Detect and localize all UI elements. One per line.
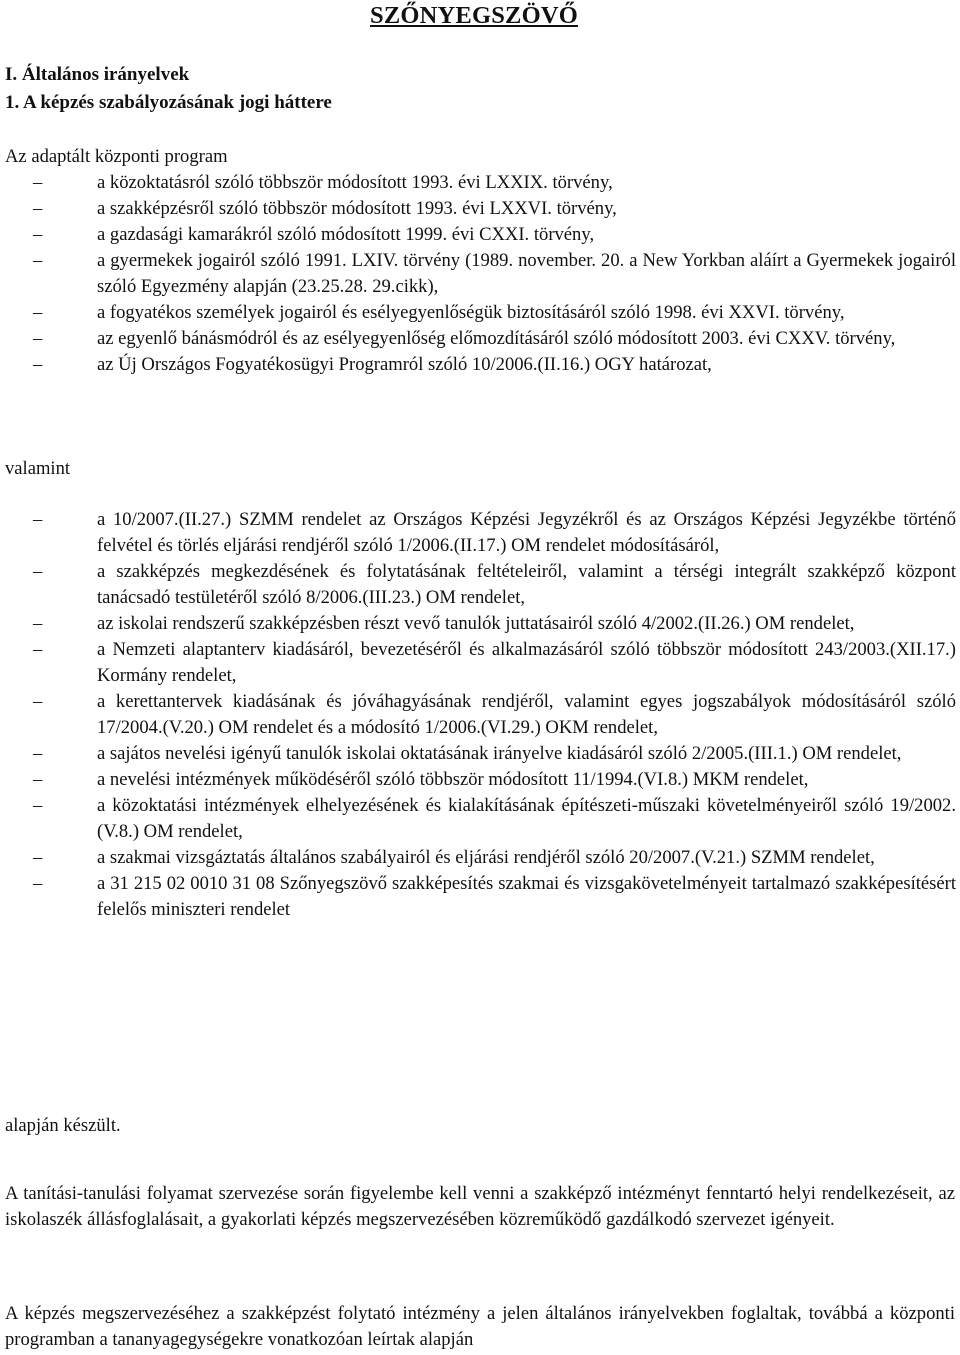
list-item: – a szakmai vizsgáztatás általános szabályairól és eljárási rendjéről szóló 20/2007.(V.21.) SZMM rendelet, xyxy=(0,845,960,871)
paragraph: A képzés megszervezéséhez a szakképzést folytató intézmény a jelen általános irányelvekben foglaltak, továbbá a központi programban a tananyagegységekre vonatkozóan leírtak alapján xyxy=(5,1303,955,1350)
list-item: – a 10/2007.(II.27.) SZMM rendelet az Országos Képzési Jegyzékről és az Országos Képzési Jegyzékbe történő felvétel és törlés eljárási rendjéről szóló 1/2006.(II.17.) OM rendelet módosításáról, xyxy=(0,507,960,559)
list-item: – a gazdasági kamarákról szóló módosított 1999. évi CXXI. törvény, xyxy=(0,222,960,248)
list-item: – a 31 215 02 0010 31 08 Szőnyegszövő szakképesítés szakmai és vizsgakövetelményeit tartalmazó szakképesítésért felelős miniszteri rendelet xyxy=(0,871,960,923)
list-item: – a kerettantervek kiadásának és jóváhagyásának rendjéről, valamint egyes jogszabályok módosításáról szóló 17/2004.(V.20.) OM rendelet és a módosító 1/2006.(VI.29.) OKM rendelet, xyxy=(0,689,960,741)
list-item: – a nevelési intézmények működéséről szóló többször módosított 11/1994.(VI.8.) MKM rendelet, xyxy=(0,767,960,793)
list-item: – a szakképzés megkezdésének és folytatásának feltételeiről, valamint a térségi integrált szakképző központ tanácsadó testületéről szóló 8/2006.(III.23.) OM rendelet, xyxy=(0,559,960,611)
list-item: – a közoktatásról szóló többször módosított 1993. évi LXXIX. törvény, xyxy=(0,170,960,196)
list-item: – az Új Országos Fogyatékosügyi Programról szóló 10/2006.(II.16.) OGY határozat, xyxy=(0,352,960,378)
law-list xyxy=(0,170,960,378)
list-item: – a Nemzeti alaptanterv kiadásáról, bevezetéséről és alkalmazásáról szóló többször módosított 243/2003.(XII.17.) Kormány rendelet, xyxy=(0,637,960,689)
subsection-heading: 1. A képzés szabályozásának jogi háttere xyxy=(5,92,332,113)
paragraph: A tanítási-tanulási folyamat szervezése során figyelembe kell venni a szakképző intézményt fenntartó helyi rendelkezéseit, az iskolaszék állásfoglalásait, a gyakorlati képzés megszervezésében közreműködő gazdálkodó szervezet igényeit. xyxy=(5,1183,955,1230)
list-item: – az iskolai rendszerű szakképzésben részt vevő tanulók juttatásairól szóló 4/2002.(II.26.) OM rendelet, xyxy=(0,611,960,637)
document-title: SZŐNYEGSZÖVŐ xyxy=(370,2,578,29)
list-item: – a sajátos nevelési igényű tanulók iskolai oktatásának irányelve kiadásáról szóló 2/2005.(III.1.) OM rendelet, xyxy=(0,741,960,767)
list-item: – a közoktatási intézmények elhelyezésének és kialakításának építészeti-műszaki követelményeiről szóló 19/2002.(V.8.) OM rendelet, xyxy=(0,793,960,845)
alapjan-text: alapján készült. xyxy=(5,1115,121,1136)
list-item: – az egyenlő bánásmódról és az esélyegyenlőség előmozdításáról szóló módosított 2003. évi CXXV. törvény, xyxy=(0,326,960,352)
list-item: – a szakképzésről szóló többször módosított 1993. évi LXXVI. törvény, xyxy=(0,196,960,222)
list-item: – a gyermekek jogairól szóló 1991. LXIV. törvény (1989. november. 20. a New Yorkban aláírt a Gyermekek jogairól szóló Egyezmény alapján (23.25.28. 29.cikk), xyxy=(0,248,960,300)
section-heading: I. Általános irányelvek xyxy=(5,64,190,85)
intro-text: Az adaptált központi program xyxy=(5,146,228,167)
list-item: – a fogyatékos személyek jogairól és esélyegyenlőségük biztosításáról szóló 1998. évi XXVI. törvény, xyxy=(0,300,960,326)
valamint-text: valamint xyxy=(5,458,71,479)
regulation-list xyxy=(0,507,960,923)
